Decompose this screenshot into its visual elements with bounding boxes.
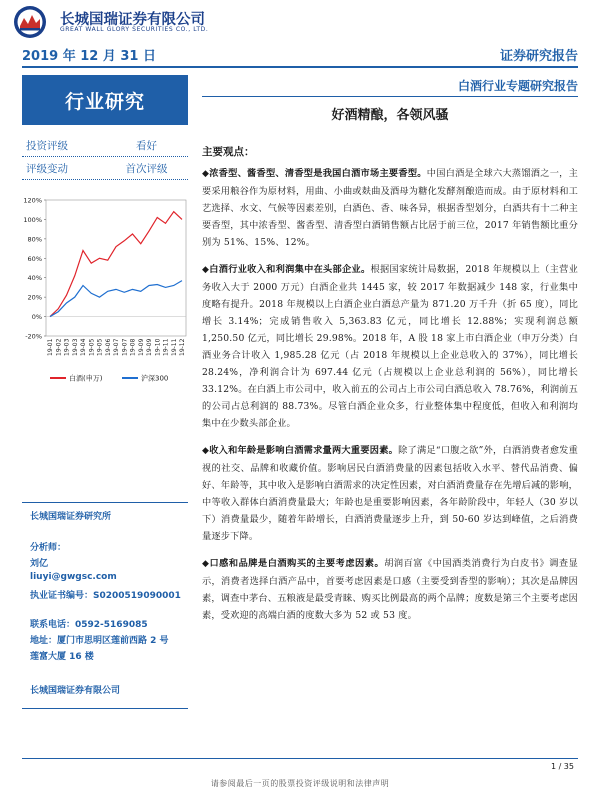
x-tick-label: 19-03 bbox=[63, 338, 71, 356]
analyst-label: 分析师： bbox=[30, 543, 67, 553]
key-point-body: 除了满足“口腹之欲”外，白酒消费者愈发重视的社交、品牌和收藏价值。影响居民白酒消费量的因素包括收入水平、替代品消费、偏好、年龄等，其中收入是影响白酒需求的决定性因素，对白酒消费量存在先增后减的影响，中等收入群体白酒消费量最大；年龄也是重要影响因素，各年龄阶段中，年轻人（30 岁以下）消费量最少，随着年龄增长，白酒消费量逐步上升，到 50-60 岁达到峰值，之后消费量逐步下降。 bbox=[202, 445, 578, 542]
y-tick-label: 60% bbox=[27, 254, 42, 263]
company-footer-name: 长城国瑞证券有限公司 bbox=[30, 686, 121, 696]
key-point-lead: 口感和品牌是白酒购买的主要考虑因素。 bbox=[209, 558, 385, 569]
sidebar-divider bbox=[22, 502, 188, 503]
x-tick-label: 19-05 bbox=[96, 338, 104, 356]
y-tick-label: 0% bbox=[31, 313, 42, 322]
institute-name: 长城国瑞证券研究所 bbox=[30, 512, 112, 522]
key-point-body: 根据国家统计局数据，2018 年规模以上（主营业务收入大于 2000 万元）白酒企业共 1445 家，较 2017 年数据减少 148 家，行业集中度略有提升。2018 年规模以上白酒企业白酒总产量为 871.20 万千升（折 65 度），同比增长 3.14%；完成销售收入 5,363.83 亿元，同比增长 12.88%；实现利润总额 1,250.50 亿元，同比增长 29.98%。2018 年，A 股 18 家上市白酒企业（申万分类）白酒业务合计收入 1,985.28 亿元（占 2018 年规模以上企业总收入的 37%），同比增长 28.24%，净利润合计为 697.44 亿元（占规模以上企业总利润的 56%），同比增长 33.12%。在白酒上市公司中，收入前五的公司占上市公司白酒总收入 78.76%，利润前五的公司占总利润的 88.73%。尽管白酒企业众多，行业整体集中程度低，但收入和利润均集中在少数头部企业。 bbox=[202, 264, 579, 429]
plot-frame bbox=[46, 200, 186, 336]
subtitle-divider bbox=[202, 96, 578, 97]
rating-label: 评级变动 bbox=[26, 162, 68, 175]
footer-disclaimer: 请参阅最后一页的股票投资评级说明和法律声明 bbox=[210, 779, 390, 788]
y-tick-label: -20% bbox=[25, 332, 42, 341]
main-content bbox=[202, 144, 578, 634]
x-tick-label: 19-08 bbox=[129, 338, 137, 356]
key-point-lead: 收入和年龄是影响白酒需求量两大重要因素。 bbox=[209, 445, 399, 456]
analyst-email[interactable]: liuyi@gwgsc.com bbox=[30, 572, 117, 582]
legend-label: 沪深300 bbox=[141, 374, 169, 383]
x-tick-label: 19-06 bbox=[104, 338, 112, 356]
x-tick-label: 19-01 bbox=[47, 338, 54, 356]
key-point-lead: 浓香型、酱香型、清香型是我国白酒市场主要香型。 bbox=[209, 168, 427, 179]
rating-table bbox=[22, 134, 188, 180]
x-tick-label: 19-07 bbox=[121, 338, 129, 356]
key-point bbox=[202, 555, 578, 624]
legend-label: 白酒(申万) bbox=[69, 374, 103, 383]
rating-row bbox=[22, 157, 188, 180]
diamond-bullet-icon: ◆ bbox=[202, 446, 210, 456]
key-point bbox=[202, 442, 578, 545]
x-tick-label: 19-09 bbox=[146, 338, 153, 356]
x-tick-label: 19-07 bbox=[113, 338, 120, 356]
key-point-body: 中国白酒是全球六大蒸馏酒之一，主要采用粮谷作为原材料，用曲、小曲或麸曲及酒母为糖化发酵剂酿造而成。由于原材料和工艺选择、水文、气候等因素差别，白酒色、香、味各异，根据香型划分，白酒共有十二种主要香型，其中浓香型、酱香型、清香型白酒销售额占比居于前三位，2017 年销售额比重分别为 51%、15%、12%。 bbox=[202, 168, 579, 248]
points-title: 主要观点： bbox=[202, 146, 255, 158]
key-point-body: 胡润百富《中国酒类消费行为白皮书》调查显示，消费者选择白酒产品中，首要考虑因素是口感（主要受到香型的影响）；其次是品牌因素，调查中茅台、五粮液是最受青睐、购买比例最高的两个品牌；度数是第三个主要考虑因素，受欢迎的高端白酒的度数大多为 52 或 53 度。 bbox=[202, 558, 579, 621]
x-tick-label: 19-11 bbox=[162, 338, 170, 356]
x-tick-label: 19-12 bbox=[179, 338, 186, 356]
report-headline: 好酒精酿，各领风骚 bbox=[331, 108, 449, 123]
logo-emblem-icon bbox=[12, 4, 48, 40]
analyst-cert: 执业证书编号：S0200519090001 bbox=[30, 591, 181, 601]
key-point bbox=[202, 261, 578, 432]
company-name-en: GREAT WALL GLORY SECURITIES CO., LTD. bbox=[60, 26, 209, 33]
y-tick-label: 100% bbox=[23, 215, 42, 224]
y-tick-label: 80% bbox=[27, 235, 42, 244]
contact-phone: 联系电话：0592-5169085 bbox=[30, 620, 148, 630]
rating-row bbox=[22, 134, 188, 157]
rating-label: 投资评级 bbox=[26, 139, 68, 152]
x-tick-label: 19-11 bbox=[170, 338, 178, 356]
y-tick-label: 120% bbox=[23, 196, 42, 205]
section-label: 行业研究 bbox=[22, 75, 188, 125]
x-tick-label: 19-09 bbox=[137, 338, 145, 356]
x-tick-label: 19-03 bbox=[71, 338, 79, 356]
analyst-name: 刘亿 bbox=[30, 559, 49, 569]
x-tick-label: 19-02 bbox=[55, 338, 63, 356]
performance-chart-svg bbox=[10, 192, 192, 394]
rating-value: 首次评级 bbox=[125, 162, 168, 175]
x-tick-label: 19-10 bbox=[154, 338, 162, 356]
company-name-cn: 长城国瑞证券有限公司 bbox=[60, 12, 205, 28]
diamond-bullet-icon: ◆ bbox=[202, 559, 210, 569]
header-divider bbox=[22, 66, 578, 68]
diamond-bullet-icon: ◆ bbox=[202, 265, 210, 275]
x-tick-label: 19-04 bbox=[80, 338, 87, 356]
performance-chart bbox=[10, 192, 192, 394]
key-point-lead: 白酒行业收入和利润集中在头部企业。 bbox=[209, 264, 371, 275]
x-tick-label: 19-05 bbox=[88, 338, 96, 356]
report-date: 2019 年 12 月 31 日 bbox=[22, 49, 156, 64]
page-number: 1 / 35 bbox=[550, 762, 574, 771]
diamond-bullet-icon: ◆ bbox=[202, 169, 210, 179]
sidebar-bottom-divider bbox=[22, 708, 188, 709]
key-point bbox=[202, 165, 578, 251]
report-subtitle: 白酒行业专题研究报告 bbox=[457, 79, 578, 93]
y-tick-label: 20% bbox=[27, 293, 42, 302]
company-logo bbox=[12, 4, 262, 40]
rating-value: 看好 bbox=[136, 139, 157, 152]
contact-address: 地址：厦门市思明区莲前西路 2 号 bbox=[30, 636, 169, 646]
y-tick-label: 40% bbox=[27, 274, 42, 283]
footer-divider bbox=[22, 758, 578, 759]
report-type: 证券研究报告 bbox=[499, 49, 578, 64]
contact-address-line2: 莲富大厦 16 楼 bbox=[30, 652, 94, 662]
